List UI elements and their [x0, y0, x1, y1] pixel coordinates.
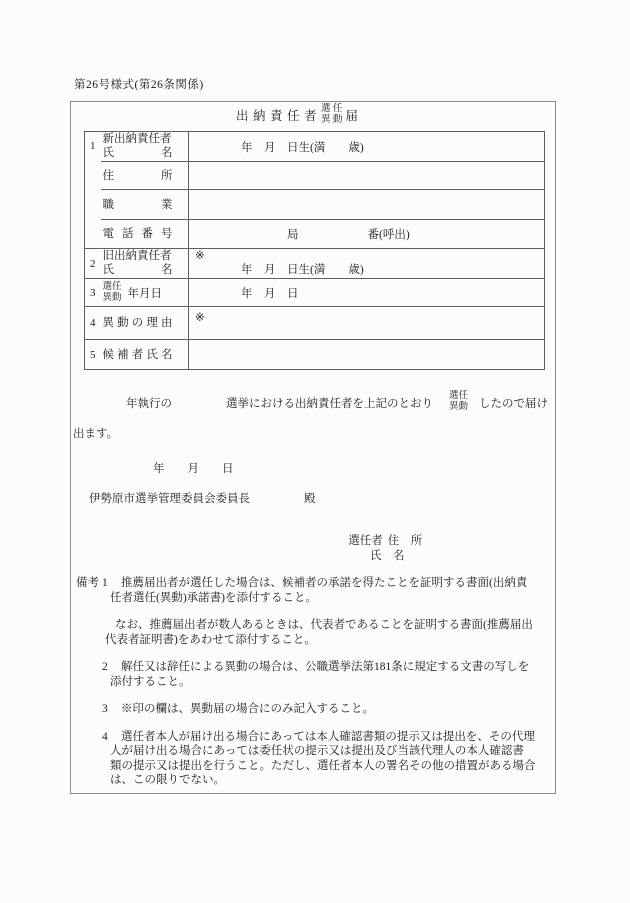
statement-tail: したので届け — [479, 398, 548, 410]
note-3-number: 3 — [102, 703, 108, 715]
note-1-supplement-line-1: なお、推薦届出者が数人あるときは、代表者であることを証明する書面(推薦届出 — [115, 619, 533, 631]
statement-line-2: 出ます。 — [73, 428, 119, 440]
note-1-line-2: 任者選任(異動)承諾書)を添付すること。 — [110, 591, 317, 604]
row-occupation — [85, 190, 545, 220]
field-date-template: 年 月 日 — [195, 287, 299, 300]
label-date: 年月日 — [127, 287, 163, 300]
row-candidate-name — [85, 340, 545, 370]
row-change-reason — [85, 307, 545, 340]
note-1-supplement-line-2: 代表者証明書)をあわせて添付すること。 — [105, 633, 316, 646]
note-4-line-3: 類の提示又は提出を行うこと。ただし、選任者本人の署名その他の措置がある場合 — [110, 759, 536, 772]
signer-name-line: 氏 名 — [370, 550, 405, 562]
recipient-honorific: 殿 — [304, 493, 316, 505]
statement-body: 選挙における出納責任者を上記のとおり — [226, 398, 433, 410]
note-3-line-1: 3 ※印の欄は、異動届の場合にのみ記入すること。 — [102, 703, 374, 715]
asterisk-mark: ※ — [195, 250, 205, 262]
row-appointment-date — [85, 279, 545, 307]
statement-line-1: 年執行の 選挙における出納責任者を上記のとおり 選任 異動 したので届け — [126, 391, 548, 412]
row-old-treasurer-name — [85, 249, 545, 279]
row-number-5: 5 — [90, 348, 96, 361]
note-4-line-4: は、この限りでない。 — [110, 774, 225, 786]
label-address: 住所 — [102, 169, 173, 182]
date-line: 年 月 日 — [153, 463, 234, 475]
row-number-2: 2 — [85, 249, 101, 279]
form-title-main: 出納責任者 — [236, 108, 322, 123]
form-title-stacked-appoint-change: 選 任 異 動 — [321, 104, 343, 125]
note-4-line-1: 4 選任者本人が届け出る場合にあっては本人確認書類の提示又は提出を、その代理 — [102, 730, 535, 743]
note-2-line-2: 添付すること。 — [110, 675, 191, 688]
row-number-4: 4 — [85, 307, 101, 340]
row-number-1: 1 — [85, 132, 101, 249]
row-phone — [85, 220, 545, 249]
note-4-number: 4 — [102, 730, 108, 743]
treasurer-table — [84, 131, 545, 370]
row-address — [85, 162, 545, 190]
notes-heading: 備考 — [76, 577, 99, 589]
label-candidate-name: 候補者氏名 — [102, 348, 173, 361]
asterisk-mark: ※ — [195, 312, 205, 324]
note-2-number: 2 — [102, 661, 108, 673]
form-title — [236, 104, 358, 125]
signer-address-label: 住 所 — [387, 535, 423, 547]
note-1-number: 1 — [102, 577, 108, 589]
label-change-reason: 異動の理由 — [102, 317, 173, 329]
label-stacked-appoint-change: 選任 異動 — [102, 282, 122, 303]
form-outer-border — [70, 101, 556, 794]
field-phone-template: 局 番(呼出) — [195, 229, 410, 241]
label-new-treasurer: 新出納責任者 — [102, 133, 172, 145]
form-title-suffix: 届 — [345, 108, 358, 123]
label-phone: 電話番号 — [102, 228, 173, 240]
recipient-name: 伊勢原市選挙管理委員会委員長 — [89, 493, 250, 505]
input-area-occupation — [189, 190, 545, 220]
label-name: 氏名 — [102, 263, 173, 276]
recipient-line — [89, 490, 316, 506]
label-occupation: 職業 — [102, 198, 173, 211]
notes-section — [71, 576, 549, 788]
label-old-treasurer: 旧出納責任者 — [102, 250, 172, 262]
row-number-3: 3 — [85, 279, 101, 307]
statement-year-executed: 年執行の — [126, 398, 172, 410]
input-area-address — [189, 162, 545, 190]
input-area-candidate-name — [189, 340, 545, 370]
row-new-treasurer-name — [85, 132, 545, 162]
field-birthdate-template: 年 月 日生(満 歳) — [195, 141, 364, 154]
label-name: 氏名 — [102, 146, 173, 159]
note-4-line-2: 人が届け出る場合にあっては委任状の提示又は提出及び当該代理人の本人確認書 — [110, 745, 524, 757]
note-2-line-1: 2 解任又は辞任による異動の場合は、公職選挙法第181条に規定する文書の写しを — [102, 661, 530, 673]
note-1-line-1: 1 推薦届出者が選任した場合は、候補者の承諾を得たことを証明する書面(出納責 — [102, 577, 528, 589]
signer-role: 選任者 — [348, 535, 383, 547]
field-birthdate-template: 年 月 日生(満 歳) — [195, 263, 364, 276]
form-code: 第26号様式(第26条関係) — [74, 79, 204, 91]
